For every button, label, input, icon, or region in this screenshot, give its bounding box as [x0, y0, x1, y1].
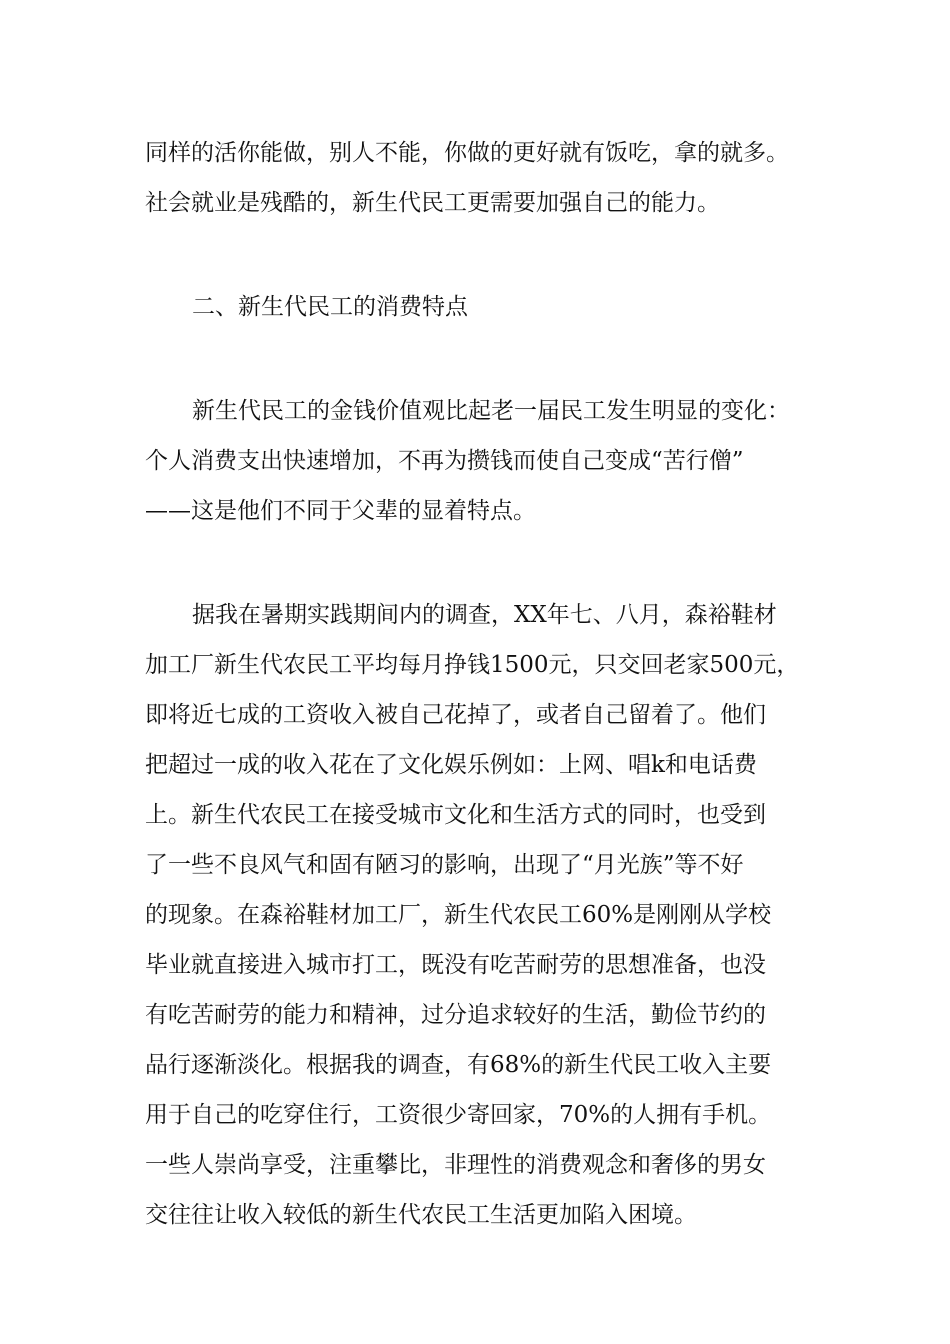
text-line: 社会就业是残酷的，新生代民工更需要加强自己的能力。 [145, 190, 720, 216]
text-line: 品行逐渐淡化。根据我的调查，有68%的新生代民工收入主要 [145, 1052, 772, 1078]
text-line: 用于自己的吃穿住行，工资很少寄回家，70%的人拥有手机。 [145, 1102, 772, 1128]
text-line: 加工厂新生代农民工平均每月挣钱1500元，只交回老家500元， [145, 652, 800, 678]
section-heading [145, 282, 815, 332]
text-line: 了一些不良风气和固有陋习的影响，出现了“月光族”等不好 [145, 852, 744, 878]
paragraph-2 [145, 386, 815, 536]
text-line: ——这是他们不同于父辈的显着特点。 [145, 498, 536, 524]
text-line: 的现象。在森裕鞋材加工厂，新生代农民工60%是刚刚从学校 [145, 902, 772, 928]
paragraph-3 [145, 590, 815, 1240]
text-line: 交往往让收入较低的新生代农民工生活更加陷入困境。 [145, 1202, 697, 1228]
text-line: 把超过一成的收入花在了文化娱乐例如：上网、唱k和电话费 [145, 752, 757, 778]
paragraph-spacer [145, 332, 815, 386]
text-line: 据我在暑期实践期间内的调查，XX年七、八月，森裕鞋材 [192, 602, 777, 628]
paragraph-1 [145, 128, 815, 228]
text-line: 新生代民工的金钱价值观比起老一届民工发生明显的变化： [192, 398, 790, 424]
heading-text: 二、新生代民工的消费特点 [192, 294, 468, 320]
paragraph-spacer [145, 536, 815, 590]
text-line: 即将近七成的工资收入被自己花掉了，或者自己留着了。他们 [145, 702, 766, 728]
document-body [145, 128, 815, 1240]
text-line: 毕业就直接进入城市打工，既没有吃苦耐劳的思想准备，也没 [145, 952, 766, 978]
paragraph-spacer [145, 228, 815, 282]
text-line: 一些人崇尚享受，注重攀比，非理性的消费观念和奢侈的男女 [145, 1152, 766, 1178]
text-line: 上。新生代农民工在接受城市文化和生活方式的同时，也受到 [145, 802, 766, 828]
text-line: 个人消费支出快速增加，不再为攒钱而使自己变成“苦行僧” [145, 448, 744, 474]
text-line: 同样的活你能做，别人不能，你做的更好就有饭吃，拿的就多。 [145, 140, 789, 166]
text-line: 有吃苦耐劳的能力和精神，过分追求较好的生活，勤俭节约的 [145, 1002, 766, 1028]
